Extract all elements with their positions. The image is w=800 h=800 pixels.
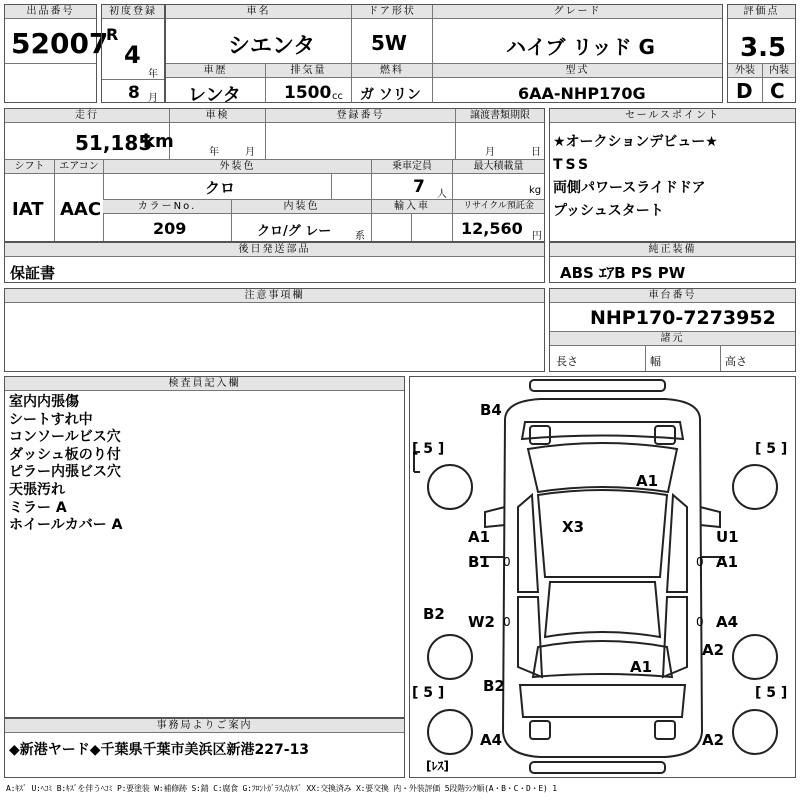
notes-label: 注意事項欄 xyxy=(5,289,544,303)
lot-box xyxy=(4,4,109,103)
later-parts-label: 後日発送部品 xyxy=(5,243,544,257)
exterior-label: 外装 xyxy=(728,64,762,78)
damage-w2: W2 xyxy=(468,613,495,631)
zero-left-2: 0 xyxy=(503,615,511,629)
zero-right-1: 0 xyxy=(696,555,704,569)
office-label: 事務局よりご案内 xyxy=(5,719,404,733)
interior-label: 内装 xyxy=(762,64,795,78)
selling-point: プッシュスタート xyxy=(553,203,664,219)
damage-b4: B4 xyxy=(480,401,502,419)
selling-point: 両側パワースライドドア xyxy=(553,180,706,196)
inspector-line: ダッシュ板のり付 xyxy=(9,446,121,463)
door-type: 5W xyxy=(371,31,407,55)
displacement-label: 排気量 xyxy=(265,64,351,78)
capacity-unit: 人 xyxy=(437,189,447,200)
damage-x3: X3 xyxy=(562,518,585,536)
ac-label: エアコン xyxy=(54,160,103,174)
ac: AAC xyxy=(60,199,102,220)
interior-color-suffix: 系 xyxy=(355,231,365,242)
later-parts: 保証書 xyxy=(10,264,56,282)
inspector-line: ミラー A xyxy=(9,499,67,516)
damage-a1-left: A1 xyxy=(468,528,491,546)
damage-b2-left: B2 xyxy=(423,605,445,623)
mileage-label: 走行 xyxy=(5,109,169,123)
lot-label: 出品番号 xyxy=(5,5,96,19)
model-label: 型式 xyxy=(432,64,722,78)
damage-a2-bottom: A2 xyxy=(702,731,725,749)
color-label: 外装色 xyxy=(103,160,371,174)
max-load-unit: kg xyxy=(529,185,542,196)
score-label: 評価点 xyxy=(728,5,795,19)
recycle-unit: 円 xyxy=(532,231,542,242)
shift-label: シフト xyxy=(5,160,54,174)
fuel: ガ ソリン xyxy=(360,87,421,103)
color-no: 209 xyxy=(153,219,187,238)
chassis-number: NHP170-7273952 xyxy=(590,307,776,329)
inspector-box xyxy=(4,376,405,718)
interior-color-label: 内装色 xyxy=(231,200,371,214)
reg-era: R xyxy=(106,25,119,44)
inspector-line: シートすれ中 xyxy=(9,411,93,428)
inspector-label: 検査員記入欄 xyxy=(5,377,404,391)
transfer-day-unit: 日 xyxy=(531,147,541,158)
damage-a4-bottom: A4 xyxy=(480,731,503,749)
damage-a1-right: A1 xyxy=(716,553,739,571)
chassis-box xyxy=(549,288,796,372)
history: レンタ xyxy=(188,85,241,106)
tire-mark-rear-left: [ 5 ] xyxy=(412,685,445,701)
equipment: ABS ｴｱB PS PW xyxy=(560,264,686,282)
dims-label: 諸元 xyxy=(550,332,795,346)
mileage: 51,185 xyxy=(75,131,153,155)
legend: A:ｷｽﾞ U:ﾍｺﾐ B:ｷｽﾞを伴うﾍｺﾐ P:要塗装 W:補修跡 S:錆 C:腐食 G:ﾌﾛﾝﾄｶﾞﾗｽ点ｷｽﾞ XX:交換済み X:要交換 内・外装評価 5段階ﾗﾝｸ順(A・B・C・D・E) 1 xyxy=(6,784,557,793)
damage-b1: B1 xyxy=(468,553,490,571)
tire-mark-front-right: [ 5 ] xyxy=(755,441,788,457)
car-info-box xyxy=(165,4,723,106)
model: 6AA-NHP170G xyxy=(518,84,646,103)
height-label: 高さ xyxy=(725,355,747,368)
reg-month-unit: 月 xyxy=(148,93,158,104)
inspector-line: ホイールカバー A xyxy=(9,517,123,534)
damage-a1-top: A1 xyxy=(636,472,659,490)
transfer-label: 譲渡書類期限 xyxy=(455,109,544,123)
fuel-label: 燃料 xyxy=(351,64,432,78)
office-box xyxy=(4,718,405,778)
lot-number: 52007 xyxy=(11,27,109,60)
reg-month: 8 xyxy=(128,83,140,103)
width-label: 幅 xyxy=(650,355,661,368)
color-no-label: カラーNo. xyxy=(103,200,231,214)
inspector-list xyxy=(9,394,122,535)
reg-year: 4 xyxy=(124,41,141,69)
inspection-label: 車検 xyxy=(169,109,265,123)
inspector-line: 天張汚れ xyxy=(9,481,65,498)
office-notice: ◆新港ヤード◆千葉県千葉市美浜区新港227-13 xyxy=(9,742,310,758)
length-label: 長さ xyxy=(556,355,578,368)
inspection-year-unit: 年 xyxy=(209,147,219,158)
later-parts-box xyxy=(4,242,545,283)
car-name: シエンタ xyxy=(228,34,316,59)
import-label: 輸入車 xyxy=(371,200,452,214)
car-diagram xyxy=(410,377,795,777)
damage-a1-bottom: A1 xyxy=(630,658,653,676)
recycle: 12,560 xyxy=(461,219,523,238)
max-load-label: 最大積載量 xyxy=(452,160,544,174)
grade: ハイブ リッド G xyxy=(506,35,655,59)
equipment-box xyxy=(549,242,796,283)
transfer-month-unit: 月 xyxy=(485,147,495,158)
details-box xyxy=(4,108,545,242)
tire-mark-front-left: [ 5 ] xyxy=(412,441,445,457)
grade-label: グレード xyxy=(432,5,722,19)
color: クロ xyxy=(205,179,236,197)
zero-left-1: 0 xyxy=(503,555,511,569)
recycle-label: リサイクル預託金 xyxy=(452,200,544,214)
door-label: ドア形状 xyxy=(351,5,432,19)
displacement: 1500 xyxy=(284,83,332,103)
selling-points-list xyxy=(553,131,718,223)
score-box xyxy=(727,4,796,103)
selling-point: TSS xyxy=(553,157,592,173)
damage-a4-right: A4 xyxy=(716,613,739,631)
selling-points-label: セールスポイント xyxy=(550,109,795,123)
registration-label: 登録番号 xyxy=(265,109,455,123)
damage-b2-bottom: B2 xyxy=(483,677,505,695)
inspector-line: ピラー内張ビス穴 xyxy=(9,464,121,481)
notes-box xyxy=(4,288,545,372)
inspector-line: 室内内張傷 xyxy=(9,394,79,410)
interior-color: クロ/グ レー xyxy=(257,224,332,239)
first-reg-label: 初度登録 xyxy=(102,5,164,19)
equipment-label: 純正装備 xyxy=(550,243,795,257)
score: 3.5 xyxy=(740,33,787,63)
capacity-label: 乗車定員 xyxy=(371,160,452,174)
damage-a2-right: A2 xyxy=(702,641,725,659)
interior-grade: C xyxy=(770,79,785,103)
car-name-label: 車名 xyxy=(166,5,351,19)
exterior-grade: D xyxy=(736,79,753,103)
inspector-line: コンソールビス穴 xyxy=(9,429,121,446)
first-reg-box xyxy=(101,4,165,103)
shift: IAT xyxy=(12,199,44,220)
damage-u1: U1 xyxy=(716,528,739,546)
capacity: 7 xyxy=(413,177,425,197)
inspection-month-unit: 月 xyxy=(245,147,255,158)
damage-diagram-box xyxy=(409,376,796,778)
mileage-unit: km xyxy=(143,131,174,152)
tire-mark-rear-right: [ 5 ] xyxy=(755,685,788,701)
chassis-label: 車台番号 xyxy=(550,289,795,303)
selling-point: ★オークションデビュー★ xyxy=(553,134,718,150)
zero-right-2: 0 xyxy=(696,615,704,629)
displacement-unit: cc xyxy=(332,91,343,102)
selling-points-box xyxy=(549,108,796,242)
reg-year-unit: 年 xyxy=(148,69,158,80)
history-label: 車歴 xyxy=(166,64,265,78)
spare-label: [ﾚｽ] xyxy=(426,759,449,773)
